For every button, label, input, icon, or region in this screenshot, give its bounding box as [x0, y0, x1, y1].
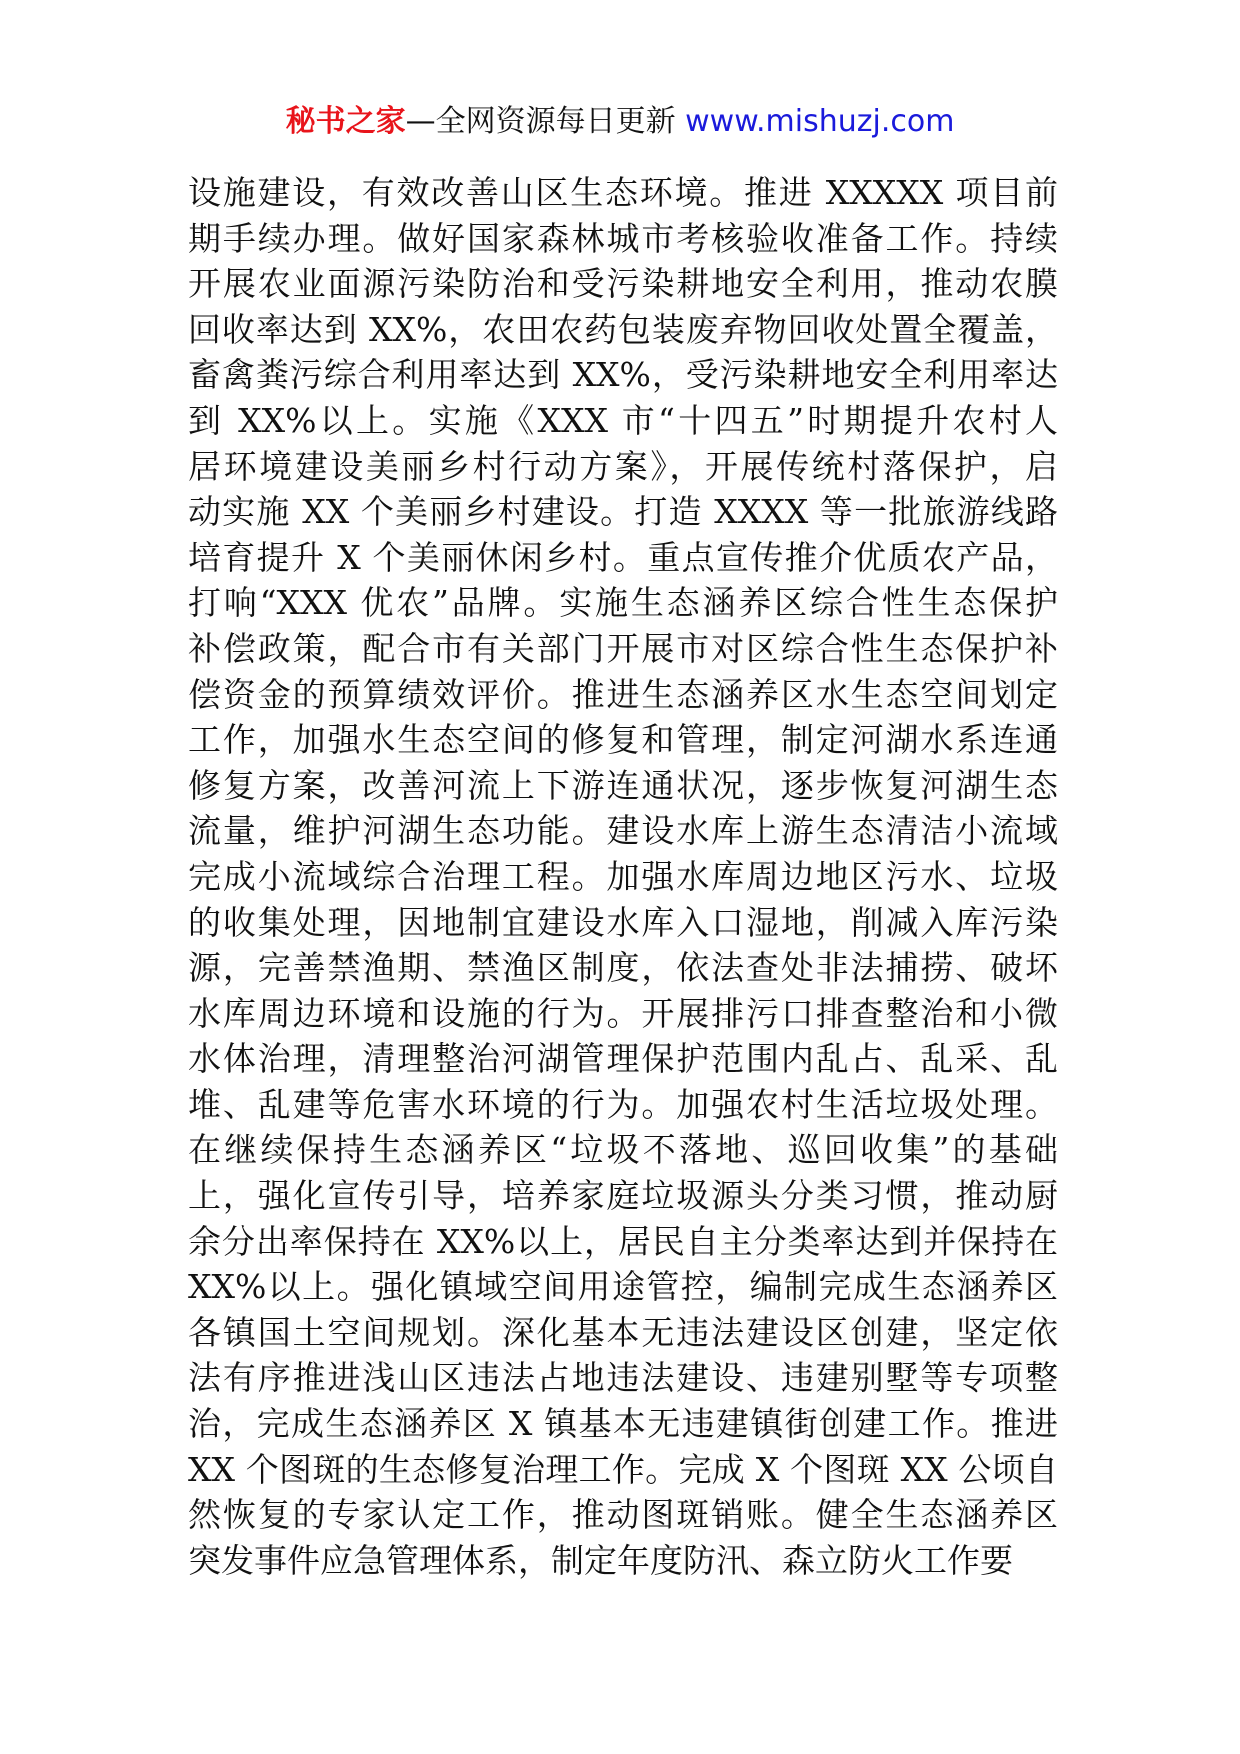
paragraph-line: 流量，维护河湖生态功能。建设水库上游生态清洁小流域	[188, 811, 1058, 851]
paragraph-line: XX 个图斑的生态修复治理工作。完成 X 个图斑 XX 公顷自	[188, 1449, 1058, 1489]
paragraph-line: 法有序推进浅山区违法占地违法建设、违建别墅等专项整	[188, 1358, 1058, 1398]
paragraph-line: 到 XX%以上。实施《XXX 市“十四五”时期提升农村人	[188, 400, 1058, 440]
paragraph-line: 治，完成生态涵养区 X 镇基本无违建镇街创建工作。推进	[188, 1404, 1058, 1444]
paragraph-line: 打响“XXX 优农”品牌。实施生态涵养区综合性生态保护	[188, 583, 1058, 623]
paragraph-line: 畜禽粪污综合利用率达到 XX%，受污染耕地安全利用率达	[188, 355, 1058, 395]
paragraph-line: 完成小流域综合治理工程。加强水库周边地区污水、垃圾	[188, 856, 1058, 896]
paragraph-line: 余分出率保持在 XX%以上，居民自主分类率达到并保持在	[188, 1221, 1058, 1261]
paragraph-line: 在继续保持生态涵养区“垃圾不落地、巡回收集”的基础	[188, 1130, 1058, 1170]
paragraph-line: 堆、乱建等危害水环境的行为。加强农村生活垃圾处理。	[188, 1084, 1058, 1124]
paragraph-line: 居环境建设美丽乡村行动方案》，开展传统村落保护，启	[188, 446, 1058, 486]
page-header	[0, 102, 1240, 142]
paragraph-line: XX%以上。强化镇域空间用途管控，编制完成生态涵养区	[188, 1267, 1058, 1307]
paragraph-line: 水库周边环境和设施的行为。开展排污口排查整治和小微	[188, 993, 1058, 1033]
site-url[interactable]: www.mishuzj.com	[685, 104, 955, 139]
paragraph-line: 动实施 XX 个美丽乡村建设。打造 XXXX 等一批旅游线路	[188, 492, 1058, 532]
paragraph-line: 开展农业面源污染防治和受污染耕地安全利用，推动农膜	[188, 264, 1058, 304]
paragraph-line: 水体治理，清理整治河湖管理保护范围内乱占、乱采、乱	[188, 1039, 1058, 1079]
paragraph-line: 设施建设，有效改善山区生态环境。推进 XXXXX 项目前	[188, 173, 1058, 212]
paragraph-line: 偿资金的预算绩效评价。推进生态涵养区水生态空间划定	[188, 674, 1058, 714]
paragraph-line: 各镇国土空间规划。深化基本无违法建设区创建，坚定依	[188, 1312, 1058, 1352]
paragraph-line: 上，强化宣传引导，培养家庭垃圾源头分类习惯，推动厨	[188, 1176, 1058, 1216]
paragraph-line: 回收率达到 XX%，农田农药包装废弃物回收处置全覆盖，	[188, 309, 1058, 349]
paragraph-line: 修复方案，改善河流上下游连通状况，逐步恢复河湖生态	[188, 765, 1058, 805]
paragraph-line: 期手续办理。做好国家森林城市考核验收准备工作。持续	[188, 218, 1058, 258]
brand-name: 秘书之家	[285, 104, 406, 139]
paragraph-line: 然恢复的专家认定工作，推动图斑销账。健全生态涵养区	[188, 1495, 1058, 1535]
paragraph-line: 源，完善禁渔期、禁渔区制度，依法查处非法捕捞、破坏	[188, 948, 1058, 988]
paragraph-line: 的收集处理，因地制宜建设水库入口湿地，削减入库污染	[188, 902, 1058, 942]
paragraph-line: 培育提升 X 个美丽休闲乡村。重点宣传推介优质农产品，	[188, 537, 1058, 577]
paragraph-line: 突发事件应急管理体系，制定年度防汛、森立防火工作要	[188, 1540, 1013, 1580]
paragraph-line: 工作，加强水生态空间的修复和管理，制定河湖水系连通	[188, 720, 1058, 760]
paragraph-line: 补偿政策，配合市有关部门开展市对区综合性生态保护补	[188, 628, 1058, 668]
header-tagline: —全网资源每日更新	[405, 104, 676, 139]
document-body	[188, 170, 1058, 1583]
